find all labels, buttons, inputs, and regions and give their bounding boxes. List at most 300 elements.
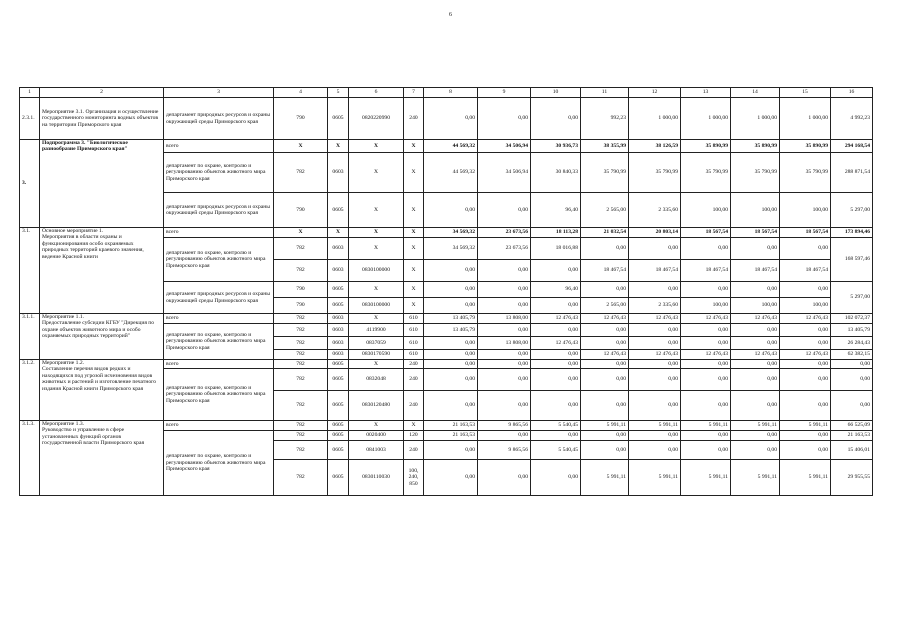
code-cell: 0605 bbox=[328, 298, 349, 314]
code-cell: 0605 bbox=[328, 460, 349, 496]
header-cell: 12 bbox=[629, 88, 681, 98]
code-cell: 120 bbox=[404, 431, 424, 441]
value-cell: 66 525,09 bbox=[831, 421, 873, 431]
value-cell: 0,00 bbox=[681, 324, 731, 337]
row-number: 3.1.3. bbox=[20, 421, 40, 496]
code-cell: X bbox=[404, 153, 424, 193]
code-cell: 782 bbox=[274, 314, 328, 324]
header-cell: 11 bbox=[581, 88, 629, 98]
value-cell: 13 405,79 bbox=[424, 324, 478, 337]
value-cell: 100,00 bbox=[731, 298, 780, 314]
value-cell: 35 890,99 bbox=[681, 140, 731, 153]
code-cell: 782 bbox=[274, 369, 328, 391]
value-cell: 38 355,99 bbox=[581, 140, 629, 153]
code-cell: 0820220990 bbox=[349, 98, 404, 140]
code-cell: 0605 bbox=[328, 193, 349, 228]
item-title: Мероприятие 1.3. bbox=[42, 421, 85, 427]
code-cell: 0603 bbox=[328, 337, 349, 350]
code-cell: 240 bbox=[404, 360, 424, 369]
code-cell: 610 bbox=[404, 314, 424, 324]
item-title: Мероприятие 1.2. bbox=[42, 360, 85, 366]
code-cell: X bbox=[349, 314, 404, 324]
value-cell: 0,00 bbox=[731, 431, 780, 441]
header-cell: 6 bbox=[349, 88, 404, 98]
value-cell: 62 382,15 bbox=[831, 350, 873, 360]
value-cell: 5 991,11 bbox=[581, 421, 629, 431]
item-name: Подпрограмма 3. "Биологическое разнообразие Приморского края" bbox=[40, 140, 164, 228]
value-cell: 0,00 bbox=[531, 324, 581, 337]
value-cell: 0,00 bbox=[478, 460, 531, 496]
code-cell: 782 bbox=[274, 337, 328, 350]
header-cell: 8 bbox=[424, 88, 478, 98]
value-cell: 0,00 bbox=[531, 360, 581, 369]
value-cell: 992,23 bbox=[581, 98, 629, 140]
code-cell: X bbox=[404, 282, 424, 298]
value-cell: 12 476,43 bbox=[581, 350, 629, 360]
code-cell: X bbox=[328, 140, 349, 153]
table-row bbox=[20, 314, 873, 324]
value-cell: 0,00 bbox=[531, 369, 581, 391]
code-cell: X bbox=[404, 228, 424, 238]
executor: департамент природных ресурсов и охраны окружающей среды Приморского края bbox=[164, 98, 274, 140]
value-cell: 0,00 bbox=[629, 324, 681, 337]
value-cell: 0,00 bbox=[478, 193, 531, 228]
value-cell: 12 476,43 bbox=[531, 337, 581, 350]
executor: всего bbox=[164, 314, 274, 324]
value-cell: 0,00 bbox=[629, 337, 681, 350]
executor: департамент по охране, контролю и регулированию объектов животного мира Приморского края bbox=[164, 369, 274, 421]
value-cell: 18 467,54 bbox=[681, 260, 731, 282]
value-cell: 0,00 bbox=[478, 350, 531, 360]
value-cell: 18 467,54 bbox=[731, 260, 780, 282]
value-cell: 0,00 bbox=[629, 238, 681, 260]
code-cell: X bbox=[349, 228, 404, 238]
code-cell: 0605 bbox=[328, 98, 349, 140]
value-cell: 35 790,99 bbox=[731, 153, 780, 193]
value-cell: 1 000,00 bbox=[681, 98, 731, 140]
code-cell: 0603 bbox=[328, 260, 349, 282]
executor: департамент по охране, контролю и регулированию объектов животного мира Приморского края bbox=[164, 324, 274, 360]
value-cell: 30 840,33 bbox=[531, 153, 581, 193]
value-cell: 18 567,54 bbox=[731, 228, 780, 238]
code-cell: 782 bbox=[274, 238, 328, 260]
value-cell: 0,00 bbox=[424, 298, 478, 314]
item-name bbox=[40, 421, 164, 496]
value-cell: 0,00 bbox=[424, 282, 478, 298]
value-cell: 0,00 bbox=[731, 369, 780, 391]
value-cell: 5 991,11 bbox=[780, 460, 831, 496]
row-number: 2.3.1. bbox=[20, 98, 40, 140]
value-cell: 0,00 bbox=[424, 98, 478, 140]
executor: всего bbox=[164, 140, 274, 153]
header-cell: 14 bbox=[731, 88, 780, 98]
item-name bbox=[40, 228, 164, 314]
value-cell: 0,00 bbox=[780, 441, 831, 460]
item-description: Составление перечня видов редких и находящихся под угрозой исчезновения видов животных и растений и изготовление печатного издания Красной книги Приморского края bbox=[42, 366, 157, 392]
value-cell: 0,00 bbox=[780, 324, 831, 337]
table-row bbox=[20, 228, 873, 238]
value-cell: 13 405,79 bbox=[831, 324, 873, 337]
value-cell: 12 476,43 bbox=[681, 350, 731, 360]
total-cell: 168 597,46 bbox=[831, 238, 873, 282]
value-cell: 0,00 bbox=[780, 282, 831, 298]
value-cell: 0,00 bbox=[581, 337, 629, 350]
page-number: 6 bbox=[449, 12, 452, 18]
code-cell: 240 bbox=[404, 369, 424, 391]
value-cell: 12 476,43 bbox=[731, 314, 780, 324]
value-cell: 38 126,59 bbox=[629, 140, 681, 153]
code-cell: 0020400 bbox=[349, 431, 404, 441]
code-cell: 240 bbox=[404, 98, 424, 140]
value-cell: 100,00 bbox=[780, 193, 831, 228]
value-cell: 0,00 bbox=[681, 238, 731, 260]
value-cell: 0,00 bbox=[581, 360, 629, 369]
item-description: Руководство и управление в сфере установленных функций органов государственной власти Приморского края bbox=[42, 427, 145, 447]
code-cell: X bbox=[404, 260, 424, 282]
code-cell: 782 bbox=[274, 441, 328, 460]
table-row bbox=[20, 360, 873, 369]
value-cell: 0,00 bbox=[531, 460, 581, 496]
value-cell: 0,00 bbox=[831, 391, 873, 421]
item-title: Основное мероприятие 1. bbox=[42, 228, 104, 234]
code-cell: X bbox=[349, 193, 404, 228]
value-cell: 0,00 bbox=[581, 238, 629, 260]
code-cell: X bbox=[404, 298, 424, 314]
value-cell: 12 476,43 bbox=[780, 350, 831, 360]
item-name bbox=[40, 360, 164, 421]
value-cell: 0,00 bbox=[424, 391, 478, 421]
value-cell: 18 567,54 bbox=[780, 228, 831, 238]
code-cell: 0603 bbox=[328, 238, 349, 260]
value-cell: 0,00 bbox=[424, 441, 478, 460]
code-cell: X bbox=[404, 193, 424, 228]
value-cell: 5 991,11 bbox=[681, 421, 731, 431]
value-cell: 26 284,43 bbox=[831, 337, 873, 350]
value-cell: 5 991,11 bbox=[681, 460, 731, 496]
code-cell: 610 bbox=[404, 337, 424, 350]
value-cell: 294 168,54 bbox=[831, 140, 873, 153]
value-cell: 100,00 bbox=[681, 298, 731, 314]
value-cell: 0,00 bbox=[681, 282, 731, 298]
executor: всего bbox=[164, 228, 274, 238]
value-cell: 0,00 bbox=[424, 337, 478, 350]
value-cell: 0,00 bbox=[731, 360, 780, 369]
executor: департамент природных ресурсов и охраны окружающей среды Приморского края bbox=[164, 282, 274, 314]
value-cell: 0,00 bbox=[478, 360, 531, 369]
value-cell: 0,00 bbox=[681, 369, 731, 391]
value-cell: 21 163,53 bbox=[424, 431, 478, 441]
value-cell: 0,00 bbox=[424, 360, 478, 369]
code-cell: 610 bbox=[404, 324, 424, 337]
header-cell: 9 bbox=[478, 88, 531, 98]
value-cell: 1 000,00 bbox=[629, 98, 681, 140]
code-cell: X bbox=[349, 140, 404, 153]
value-cell: 1 000,00 bbox=[731, 98, 780, 140]
value-cell: 0,00 bbox=[731, 337, 780, 350]
code-cell: X bbox=[349, 282, 404, 298]
value-cell: 0,00 bbox=[731, 391, 780, 421]
code-cell: 0603 bbox=[328, 153, 349, 193]
value-cell: 13 405,79 bbox=[424, 314, 478, 324]
code-cell: 0605 bbox=[328, 282, 349, 298]
code-cell: 0830120480 bbox=[349, 391, 404, 421]
value-cell: 0,00 bbox=[478, 260, 531, 282]
code-cell: 782 bbox=[274, 431, 328, 441]
code-cell: 782 bbox=[274, 324, 328, 337]
value-cell: 0,00 bbox=[581, 369, 629, 391]
code-cell: 0603 bbox=[328, 350, 349, 360]
code-cell: X bbox=[349, 238, 404, 260]
code-cell: 240 bbox=[404, 441, 424, 460]
value-cell: 4 992,23 bbox=[831, 98, 873, 140]
value-cell: 35 790,99 bbox=[629, 153, 681, 193]
value-cell: 5 540,45 bbox=[531, 421, 581, 431]
executor: всего bbox=[164, 421, 274, 431]
value-cell: 0,00 bbox=[531, 298, 581, 314]
value-cell: 21 032,54 bbox=[581, 228, 629, 238]
value-cell: 18 016,88 bbox=[531, 238, 581, 260]
value-cell: 0,00 bbox=[581, 431, 629, 441]
value-cell: 2 335,60 bbox=[629, 193, 681, 228]
value-cell: 0,00 bbox=[629, 431, 681, 441]
code-cell: 100, 240, 850 bbox=[404, 460, 424, 496]
code-cell: 0830100000 bbox=[349, 260, 404, 282]
code-cell: 790 bbox=[274, 282, 328, 298]
row-number: 3. bbox=[20, 140, 40, 228]
value-cell: 21 163,53 bbox=[424, 421, 478, 431]
header-row bbox=[20, 88, 873, 98]
value-cell: 5 991,11 bbox=[629, 460, 681, 496]
value-cell: 100,00 bbox=[731, 193, 780, 228]
code-cell: 0830170590 bbox=[349, 350, 404, 360]
value-cell: 0,00 bbox=[478, 369, 531, 391]
value-cell: 12 476,43 bbox=[681, 314, 731, 324]
value-cell: 0,00 bbox=[780, 431, 831, 441]
value-cell: 0,00 bbox=[581, 324, 629, 337]
value-cell: 2 565,00 bbox=[581, 298, 629, 314]
code-cell: X bbox=[274, 140, 328, 153]
value-cell: 100,00 bbox=[681, 193, 731, 228]
value-cell: 0,00 bbox=[424, 260, 478, 282]
code-cell: 0603 bbox=[328, 324, 349, 337]
value-cell: 0,00 bbox=[629, 391, 681, 421]
table-row bbox=[20, 98, 873, 140]
code-cell: X bbox=[349, 360, 404, 369]
code-cell: 782 bbox=[274, 460, 328, 496]
code-cell: 0605 bbox=[328, 421, 349, 431]
code-cell: 0830100000 bbox=[349, 298, 404, 314]
value-cell: 18 567,54 bbox=[681, 228, 731, 238]
value-cell: 2 335,60 bbox=[629, 298, 681, 314]
code-cell: X bbox=[349, 421, 404, 431]
value-cell: 29 955,55 bbox=[831, 460, 873, 496]
code-cell: 782 bbox=[274, 391, 328, 421]
value-cell: 18 113,28 bbox=[531, 228, 581, 238]
code-cell: 0605 bbox=[328, 360, 349, 369]
value-cell: 5 991,11 bbox=[731, 460, 780, 496]
code-cell: 790 bbox=[274, 98, 328, 140]
executor: всего bbox=[164, 360, 274, 369]
value-cell: 9 865,56 bbox=[478, 421, 531, 431]
value-cell: 12 476,43 bbox=[629, 350, 681, 360]
value-cell: 5 540,45 bbox=[531, 441, 581, 460]
value-cell: 18 467,54 bbox=[629, 260, 681, 282]
value-cell: 0,00 bbox=[629, 441, 681, 460]
item-name bbox=[40, 314, 164, 360]
value-cell: 0,00 bbox=[629, 282, 681, 298]
value-cell: 9 865,56 bbox=[478, 441, 531, 460]
value-cell: 34 569,32 bbox=[424, 238, 478, 260]
header-cell: 1 bbox=[20, 88, 40, 98]
item-description: Предоставление субсидии КГБУ "Дирекция по охране объектов животного мира и особо охраняемых природных территорий" bbox=[42, 320, 155, 340]
value-cell: 0,00 bbox=[681, 441, 731, 460]
row-number: 3.1. bbox=[20, 228, 40, 314]
code-cell: 0605 bbox=[328, 369, 349, 391]
value-cell: 35 890,99 bbox=[780, 140, 831, 153]
code-cell: 782 bbox=[274, 350, 328, 360]
value-cell: 23 673,56 bbox=[478, 228, 531, 238]
value-cell: 0,00 bbox=[731, 324, 780, 337]
value-cell: 0,00 bbox=[531, 260, 581, 282]
row-number: 3.1.2. bbox=[20, 360, 40, 421]
value-cell: 20 803,14 bbox=[629, 228, 681, 238]
value-cell: 34 506,94 bbox=[478, 140, 531, 153]
code-cell: 782 bbox=[274, 153, 328, 193]
value-cell: 5 991,11 bbox=[629, 421, 681, 431]
value-cell: 44 569,32 bbox=[424, 153, 478, 193]
code-cell: 0841003 bbox=[349, 441, 404, 460]
code-cell: 790 bbox=[274, 298, 328, 314]
value-cell: 0,00 bbox=[831, 369, 873, 391]
code-cell: 0837059 bbox=[349, 337, 404, 350]
value-cell: 0,00 bbox=[531, 431, 581, 441]
value-cell: 0,00 bbox=[780, 391, 831, 421]
value-cell: 0,00 bbox=[478, 282, 531, 298]
table-row bbox=[20, 421, 873, 431]
value-cell: 5 991,11 bbox=[731, 421, 780, 431]
value-cell: 0,00 bbox=[780, 369, 831, 391]
value-cell: 5 991,11 bbox=[581, 460, 629, 496]
value-cell: 0,00 bbox=[681, 431, 731, 441]
header-cell: 16 bbox=[831, 88, 873, 98]
value-cell: 21 163,53 bbox=[831, 431, 873, 441]
code-cell: 782 bbox=[274, 260, 328, 282]
code-cell: 0603 bbox=[328, 314, 349, 324]
value-cell: 12 476,43 bbox=[731, 350, 780, 360]
value-cell: 13 808,00 bbox=[478, 337, 531, 350]
value-cell: 0,00 bbox=[478, 391, 531, 421]
value-cell: 0,00 bbox=[478, 324, 531, 337]
value-cell: 12 476,43 bbox=[531, 314, 581, 324]
code-cell: 0605 bbox=[328, 391, 349, 421]
value-cell: 0,00 bbox=[629, 369, 681, 391]
value-cell: 12 476,43 bbox=[780, 314, 831, 324]
header-cell: 5 bbox=[328, 88, 349, 98]
code-cell: 0832048 bbox=[349, 369, 404, 391]
executor: департамент по охране, контролю и регулированию объектов животного мира Приморского края bbox=[164, 238, 274, 282]
value-cell: 35 790,99 bbox=[780, 153, 831, 193]
value-cell: 0,00 bbox=[478, 98, 531, 140]
value-cell: 5 991,11 bbox=[780, 421, 831, 431]
value-cell: 0,00 bbox=[581, 282, 629, 298]
value-cell: 0,00 bbox=[424, 193, 478, 228]
value-cell: 35 790,99 bbox=[581, 153, 629, 193]
value-cell: 0,00 bbox=[731, 441, 780, 460]
executor: департамент по охране, контролю и регулированию объектов животного мира Приморского края bbox=[164, 431, 274, 496]
code-cell: 240 bbox=[404, 391, 424, 421]
value-cell: 288 871,54 bbox=[831, 153, 873, 193]
value-cell: 0,00 bbox=[780, 360, 831, 369]
header-cell: 4 bbox=[274, 88, 328, 98]
value-cell: 0,00 bbox=[424, 460, 478, 496]
code-cell: X bbox=[274, 228, 328, 238]
code-cell: 610 bbox=[404, 350, 424, 360]
code-cell: 4119900 bbox=[349, 324, 404, 337]
value-cell: 0,00 bbox=[731, 282, 780, 298]
value-cell: 0,00 bbox=[478, 431, 531, 441]
value-cell: 12 476,43 bbox=[629, 314, 681, 324]
row-number: 3.1.1. bbox=[20, 314, 40, 360]
value-cell: 13 808,00 bbox=[478, 314, 531, 324]
table-row bbox=[20, 140, 873, 153]
code-cell: X bbox=[349, 153, 404, 193]
value-cell: 23 673,56 bbox=[478, 238, 531, 260]
value-cell: 100,00 bbox=[780, 298, 831, 314]
header-cell: 13 bbox=[681, 88, 731, 98]
value-cell: 96,40 bbox=[531, 282, 581, 298]
value-cell: 15 406,01 bbox=[831, 441, 873, 460]
code-cell: X bbox=[328, 228, 349, 238]
code-cell: X bbox=[404, 421, 424, 431]
value-cell: 34 506,94 bbox=[478, 153, 531, 193]
header-cell: 7 bbox=[404, 88, 424, 98]
code-cell: 0830110030 bbox=[349, 460, 404, 496]
value-cell: 0,00 bbox=[629, 360, 681, 369]
executor: департамент по охране, контролю и регулированию объектов животного мира Приморского края bbox=[164, 153, 274, 193]
value-cell: 18 467,54 bbox=[780, 260, 831, 282]
value-cell: 35 890,99 bbox=[731, 140, 780, 153]
value-cell: 0,00 bbox=[531, 391, 581, 421]
value-cell: 34 569,32 bbox=[424, 228, 478, 238]
value-cell: 0,00 bbox=[681, 337, 731, 350]
value-cell: 96,40 bbox=[531, 193, 581, 228]
header-cell: 10 bbox=[531, 88, 581, 98]
header-cell: 15 bbox=[780, 88, 831, 98]
value-cell: 5 297,00 bbox=[831, 193, 873, 228]
code-cell: X bbox=[404, 140, 424, 153]
item-description: Мероприятия в области охраны и функционирования особо охраняемых природных территорий краевого значения, ведение Красной книги bbox=[42, 234, 144, 260]
header-cell: 2 bbox=[40, 88, 164, 98]
code-cell: 790 bbox=[274, 193, 328, 228]
value-cell: 12 476,43 bbox=[581, 314, 629, 324]
value-cell: 18 467,54 bbox=[581, 260, 629, 282]
item-title: Мероприятие 1.1. bbox=[42, 314, 85, 320]
code-cell: 782 bbox=[274, 421, 328, 431]
code-cell: 782 bbox=[274, 360, 328, 369]
value-cell: 0,00 bbox=[581, 441, 629, 460]
value-cell: 0,00 bbox=[424, 350, 478, 360]
value-cell: 102 072,37 bbox=[831, 314, 873, 324]
value-cell: 0,00 bbox=[424, 369, 478, 391]
total-cell: 5 297,00 bbox=[831, 282, 873, 314]
value-cell: 0,00 bbox=[780, 238, 831, 260]
code-cell: X bbox=[404, 238, 424, 260]
value-cell: 30 936,73 bbox=[531, 140, 581, 153]
value-cell: 0,00 bbox=[831, 360, 873, 369]
value-cell: 0,00 bbox=[681, 360, 731, 369]
value-cell: 2 565,00 bbox=[581, 193, 629, 228]
value-cell: 1 000,00 bbox=[780, 98, 831, 140]
